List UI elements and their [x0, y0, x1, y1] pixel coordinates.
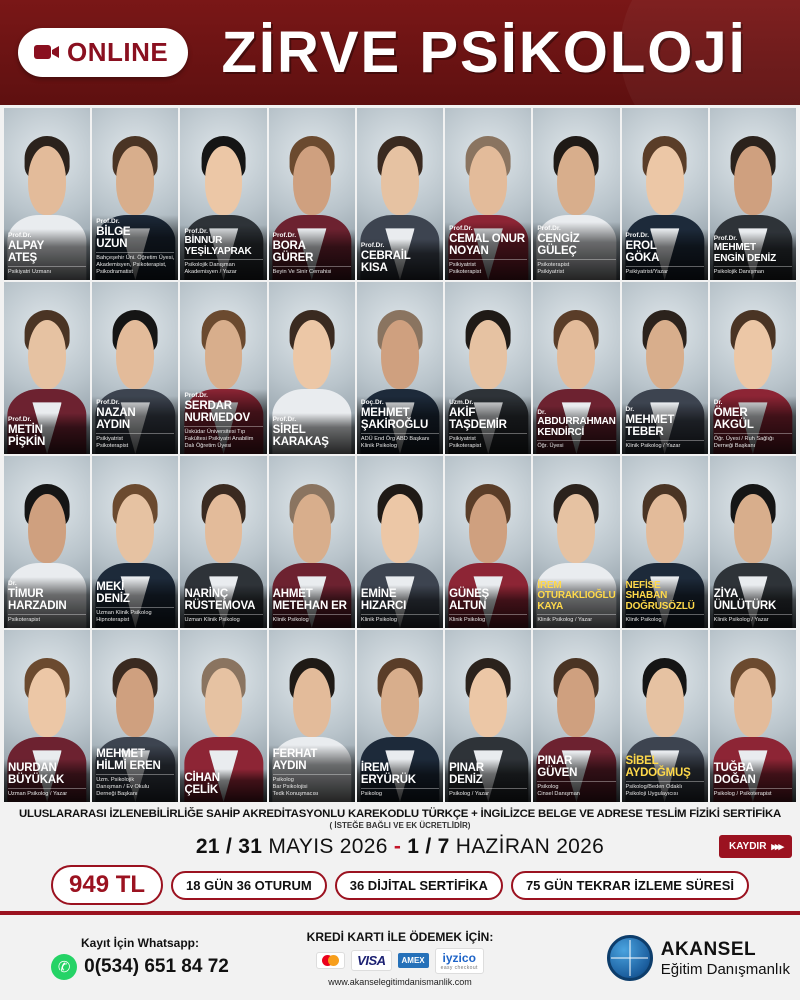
speaker-name: MEKİ DENİZ	[96, 580, 130, 605]
speaker-name: NARİNÇ RÜSTEMOVA	[184, 587, 256, 612]
speaker-info	[180, 389, 266, 454]
speaker-name: MEHMET ENGİN DENİZ	[713, 242, 777, 264]
speaker-card	[710, 456, 796, 628]
speaker-info	[445, 585, 531, 628]
speaker-role: Psikiyatrist/Yazar	[626, 266, 704, 276]
website-url[interactable]: www.akanselegitimdanismanlik.com	[328, 976, 472, 987]
speaker-role: Psikiyatrist Psikoterapist	[449, 433, 527, 450]
speaker-info	[180, 769, 266, 802]
amex-icon: AMEX	[398, 953, 429, 968]
speaker-grid	[0, 105, 800, 802]
speaker-title-prefix: Prof.Dr.	[272, 415, 297, 423]
speaker-card	[710, 282, 796, 454]
speaker-role: Öğr. Üyesi / Ruh Sağlığı Derneği Başkanı	[714, 433, 792, 450]
speaker-name: AHMET METEHAN ER	[272, 587, 347, 612]
price-badge: 949 TL	[51, 865, 163, 905]
visa-icon: VISA	[351, 950, 391, 971]
date-range-1: 21 / 31	[195, 835, 263, 858]
speaker-role: Klinik Psikolog	[361, 614, 439, 624]
payment-logos	[270, 948, 530, 974]
speaker-role: Psikolog Cinsel Danışman	[537, 781, 615, 798]
speaker-info	[710, 232, 796, 280]
speaker-role: Beyin Ve Sinir Cerrahisi	[273, 266, 351, 276]
scroll-button-label: KAYDIR	[729, 841, 767, 852]
speaker-name: EROL GÖKA	[625, 239, 660, 264]
speaker-card	[357, 456, 443, 628]
speaker-name: ÖMER AKGÜL	[713, 406, 754, 431]
speaker-name: PINAR GÜVEN	[537, 754, 578, 779]
speaker-role: Uzman Psikolog / Yazar	[8, 788, 86, 798]
speaker-title-prefix: Prof.Dr.	[272, 231, 297, 239]
whatsapp-title: Kayıt İçin Whatsapp:	[80, 936, 199, 950]
chevron-right-icon: ▸▸▸	[771, 841, 782, 853]
speaker-name: MEHMET TEBER	[625, 413, 675, 438]
speaker-name: CEMAL ONUR NOYAN	[449, 232, 525, 257]
speaker-role: Uzm. Psikolojik Danışman / Ev Okulu Derneği Başkanı	[96, 774, 174, 798]
speaker-card	[445, 630, 531, 802]
speaker-card	[533, 630, 619, 802]
speaker-name: ZİYA ÜNLÜTÜRK	[713, 587, 777, 612]
speaker-name: CEBRAİL KISA	[360, 249, 411, 274]
speaker-name: SERDAR NURMEDOV	[184, 399, 250, 424]
speaker-card	[445, 282, 531, 454]
speaker-name: İREM ERYÜRÜK	[360, 761, 416, 786]
speaker-title-prefix: Prof.Dr.	[96, 398, 120, 406]
speaker-name: PINAR DENİZ	[449, 761, 484, 786]
speaker-info	[622, 403, 708, 454]
speaker-name: SİREL KARAKAŞ	[272, 423, 329, 448]
speaker-card	[92, 282, 178, 454]
speaker-title-prefix: Prof.Dr.	[713, 234, 738, 242]
speaker-info	[269, 745, 355, 802]
speaker-role: Psikolog Bar Psikolojisi Tedk Konuşmacısı	[273, 774, 351, 798]
speaker-title-prefix: Prof.Dr.	[360, 241, 385, 249]
speaker-card	[4, 630, 90, 802]
speaker-title-prefix: Prof.Dr.	[184, 391, 208, 399]
speaker-card	[445, 456, 531, 628]
speaker-name: BORA GÜRER	[272, 239, 314, 264]
speaker-card	[622, 630, 708, 802]
speaker-info	[622, 229, 708, 280]
speaker-info	[269, 413, 355, 454]
brand-block	[530, 935, 790, 981]
globe-logo-icon	[607, 935, 653, 981]
speaker-role: Psikiyatri Uzmanı	[8, 266, 86, 276]
dates-row	[0, 833, 800, 863]
date-month-2: HAZİRAN 2026	[455, 835, 605, 858]
speaker-role: ADÜ End Örg ABD Başkanı Klinik Psikolog	[361, 433, 439, 450]
speaker-title-prefix: Prof.Dr.	[8, 415, 32, 423]
speaker-card	[180, 282, 266, 454]
speaker-role: Psikolog / Yazar	[449, 788, 527, 798]
whatsapp-icon: ✆	[51, 954, 77, 980]
speaker-role: Uzman Klinik Psikolog Hipnoterapist	[96, 607, 174, 624]
speaker-card	[533, 108, 619, 280]
speaker-info	[4, 577, 90, 628]
speaker-card	[269, 630, 355, 802]
speaker-card	[4, 108, 90, 280]
speaker-info	[445, 759, 531, 802]
speaker-card	[92, 108, 178, 280]
speaker-name: SİBEL AYDOĞMUŞ	[625, 754, 691, 779]
speaker-name: NURDAN BÜYÜKAK	[8, 761, 65, 786]
speaker-info	[180, 585, 266, 628]
speaker-title-prefix: Doç.Dr.	[360, 398, 384, 406]
speaker-role: Psikolojik Danışman	[714, 266, 792, 276]
speaker-title-prefix: Dr.	[713, 398, 723, 406]
speaker-card	[269, 108, 355, 280]
speaker-info	[533, 752, 619, 802]
speaker-role: Klinik Psikolog	[626, 614, 704, 624]
video-camera-icon	[34, 37, 60, 68]
speaker-title-prefix: Prof.Dr.	[449, 224, 473, 232]
speaker-card	[92, 630, 178, 802]
speaker-info	[710, 585, 796, 628]
speaker-card	[269, 282, 355, 454]
scroll-button[interactable]	[719, 835, 792, 858]
whatsapp-block[interactable]	[10, 936, 270, 980]
date-range-2: 1 / 7	[407, 835, 450, 858]
speaker-title-prefix: Uzm.Dr.	[449, 398, 474, 406]
speaker-info	[533, 406, 619, 454]
speaker-name: GÜNEŞ ALTUN	[449, 587, 490, 612]
speaker-info	[710, 396, 796, 454]
payment-block	[270, 930, 530, 987]
speaker-name: BİNNUR YEŞİLYAPRAK	[184, 235, 252, 257]
speaker-role: Klinik Psikolog / Yazar	[537, 614, 615, 624]
speaker-card	[92, 456, 178, 628]
speaker-card	[357, 630, 443, 802]
online-badge	[18, 28, 188, 77]
speaker-info	[357, 585, 443, 628]
speaker-info	[4, 413, 90, 454]
speaker-info	[533, 222, 619, 280]
poster-header	[0, 0, 800, 105]
speaker-info	[357, 396, 443, 454]
speaker-card	[269, 456, 355, 628]
speaker-name: BİLGE UZUN	[96, 225, 131, 250]
speaker-card	[4, 456, 90, 628]
speaker-info	[92, 745, 178, 802]
speaker-info	[445, 396, 531, 454]
speaker-name: ABDURRAHMAN KENDİRCİ	[537, 416, 616, 438]
speaker-card	[622, 282, 708, 454]
speaker-card	[533, 456, 619, 628]
speaker-card	[622, 108, 708, 280]
certificate-line-2: ( İSTEĞE BAĞLI VE EK ÜCRETLİDİR)	[329, 821, 471, 830]
event-dates	[196, 835, 604, 859]
speaker-role: Psikoterapist	[8, 614, 86, 624]
speaker-role: Psikolog	[361, 788, 439, 798]
speaker-card	[357, 282, 443, 454]
poster-footer	[0, 915, 800, 1000]
speaker-name: CİHAN ÇELİK	[184, 771, 220, 796]
date-month-1: MAYIS 2026	[268, 835, 388, 858]
speaker-name: TUĞBA DOĞAN	[713, 761, 756, 786]
speaker-info	[622, 578, 708, 628]
speaker-role: Bahçeşehir Üni. Öğretim Üyesi, Akademisyen, Psikoterapist, Psikodramatist	[96, 252, 174, 276]
speaker-name: EMİNE HIZARCI	[360, 587, 407, 612]
speaker-card	[180, 630, 266, 802]
whatsapp-number: 0(534) 651 84 72	[84, 956, 229, 977]
speaker-card	[710, 630, 796, 802]
speaker-card	[622, 456, 708, 628]
iyzico-icon	[435, 948, 484, 974]
iyzico-sub: easy checkout	[440, 964, 478, 971]
speaker-role: Psikolog/Beden Odaklı Psikoloji Uygulayıcısı	[626, 781, 704, 798]
speaker-info	[4, 229, 90, 280]
speaker-role: Psikoterapist Psikiyatrist	[537, 259, 615, 276]
speaker-info	[269, 585, 355, 628]
speaker-card	[357, 108, 443, 280]
speaker-info	[92, 215, 178, 280]
speaker-title-prefix: Prof.Dr.	[184, 227, 208, 235]
speaker-role: Öğr. Üyesi	[537, 440, 615, 450]
speaker-name: AKİF TAŞDEMİR	[449, 406, 507, 431]
speaker-info	[622, 752, 708, 802]
speaker-info	[710, 759, 796, 802]
speaker-card	[4, 282, 90, 454]
speaker-title-prefix: Prof.Dr.	[8, 231, 32, 239]
speaker-name: İREM OTURAKLIOĞLU KAYA	[537, 579, 616, 612]
speaker-info	[357, 759, 443, 802]
speaker-info	[357, 239, 443, 280]
feature-pill-certificates: 36 DİJİTAL SERTİFİKA	[335, 871, 503, 900]
speaker-name: NAZAN AYDIN	[96, 406, 136, 431]
brand-tagline: Eğitim Danışmanlık	[660, 960, 790, 978]
speaker-name: METİN PİŞKİN	[8, 423, 46, 448]
speaker-info	[180, 225, 266, 280]
iyzico-label: iyzico	[442, 950, 476, 965]
speaker-role: Klinik Psikolog	[273, 614, 351, 624]
speaker-role: Psikolojik Danışman Akademisyen / Yazar	[184, 259, 262, 276]
speaker-info	[4, 759, 90, 802]
speaker-card	[180, 108, 266, 280]
speaker-role: Klinik Psikolog / Yazar	[626, 440, 704, 450]
feature-pill-sessions: 18 GÜN 36 OTURUM	[171, 871, 327, 900]
page-title: ZİRVE PSİKOLOJİ	[221, 20, 747, 85]
speaker-name: MEHMET ŞAKİROĞLU	[360, 406, 429, 431]
speaker-title-prefix: Dr.	[537, 408, 546, 416]
speaker-name: TİMUR HARZADIN	[8, 587, 67, 612]
speaker-role: Psikolog / Psikoterapist	[714, 788, 792, 798]
speaker-role: Klinik Psikolog	[449, 614, 527, 624]
feature-pills	[0, 863, 800, 911]
speaker-card	[533, 282, 619, 454]
speaker-info	[445, 222, 531, 280]
speaker-role: Uzman Klinik Psikolog	[184, 614, 262, 624]
speaker-title-prefix: Prof.Dr.	[537, 224, 561, 232]
speaker-info	[533, 578, 619, 628]
speaker-title-prefix: Prof.Dr.	[96, 217, 120, 225]
date-dash: -	[393, 835, 402, 858]
speaker-card	[710, 108, 796, 280]
feature-pill-replay: 75 GÜN TEKRAR İZLEME SÜRESİ	[511, 871, 749, 900]
speaker-name: MEHMET HİLMİ EREN	[96, 747, 161, 772]
online-badge-label: ONLINE	[67, 37, 169, 67]
speaker-role: Psikiyatrist Psikoterapist	[449, 259, 527, 276]
speaker-info	[269, 229, 355, 280]
speaker-name: FERHAT AYDIN	[272, 747, 318, 772]
speaker-title-prefix: Dr.	[625, 405, 635, 413]
brand-name: AKANSEL	[660, 938, 757, 960]
speaker-name: NEFİSE SHABAN DOĞRUSÖZLÜ	[625, 579, 695, 612]
speaker-role: Üsküdar Üniversitesi Tıp Fakültesi Psikiyatri Anabilim Dalı Öğretim Üyesi	[184, 426, 262, 450]
speaker-title-prefix: Dr.	[8, 579, 17, 587]
speaker-info	[92, 578, 178, 628]
speaker-title-prefix: Prof.Dr.	[625, 231, 650, 239]
speaker-name: ALPAY ATEŞ	[8, 239, 45, 264]
mastercard-icon	[316, 952, 345, 969]
speaker-card	[180, 456, 266, 628]
payment-title: KREDİ KARTI İLE ÖDEMEK İÇİN:	[306, 929, 494, 944]
speaker-role: Psikiyatrist Psikoterapist	[96, 433, 174, 450]
speaker-info	[92, 396, 178, 454]
speaker-name: CENGİZ GÜLEÇ	[537, 232, 580, 257]
speaker-card	[445, 108, 531, 280]
certificate-line-1: ULUSLARARASI İZLENEBİLİRLİĞE SAHİP AKREDİTASYONLU KAREKODLU TÜRKÇE + İNGİLİZCE BELGE VE ADRESE TESLİM FİZİKİ SERTİFİKA	[18, 808, 782, 820]
speaker-role: Klinik Psikolog / Yazar	[714, 614, 792, 624]
